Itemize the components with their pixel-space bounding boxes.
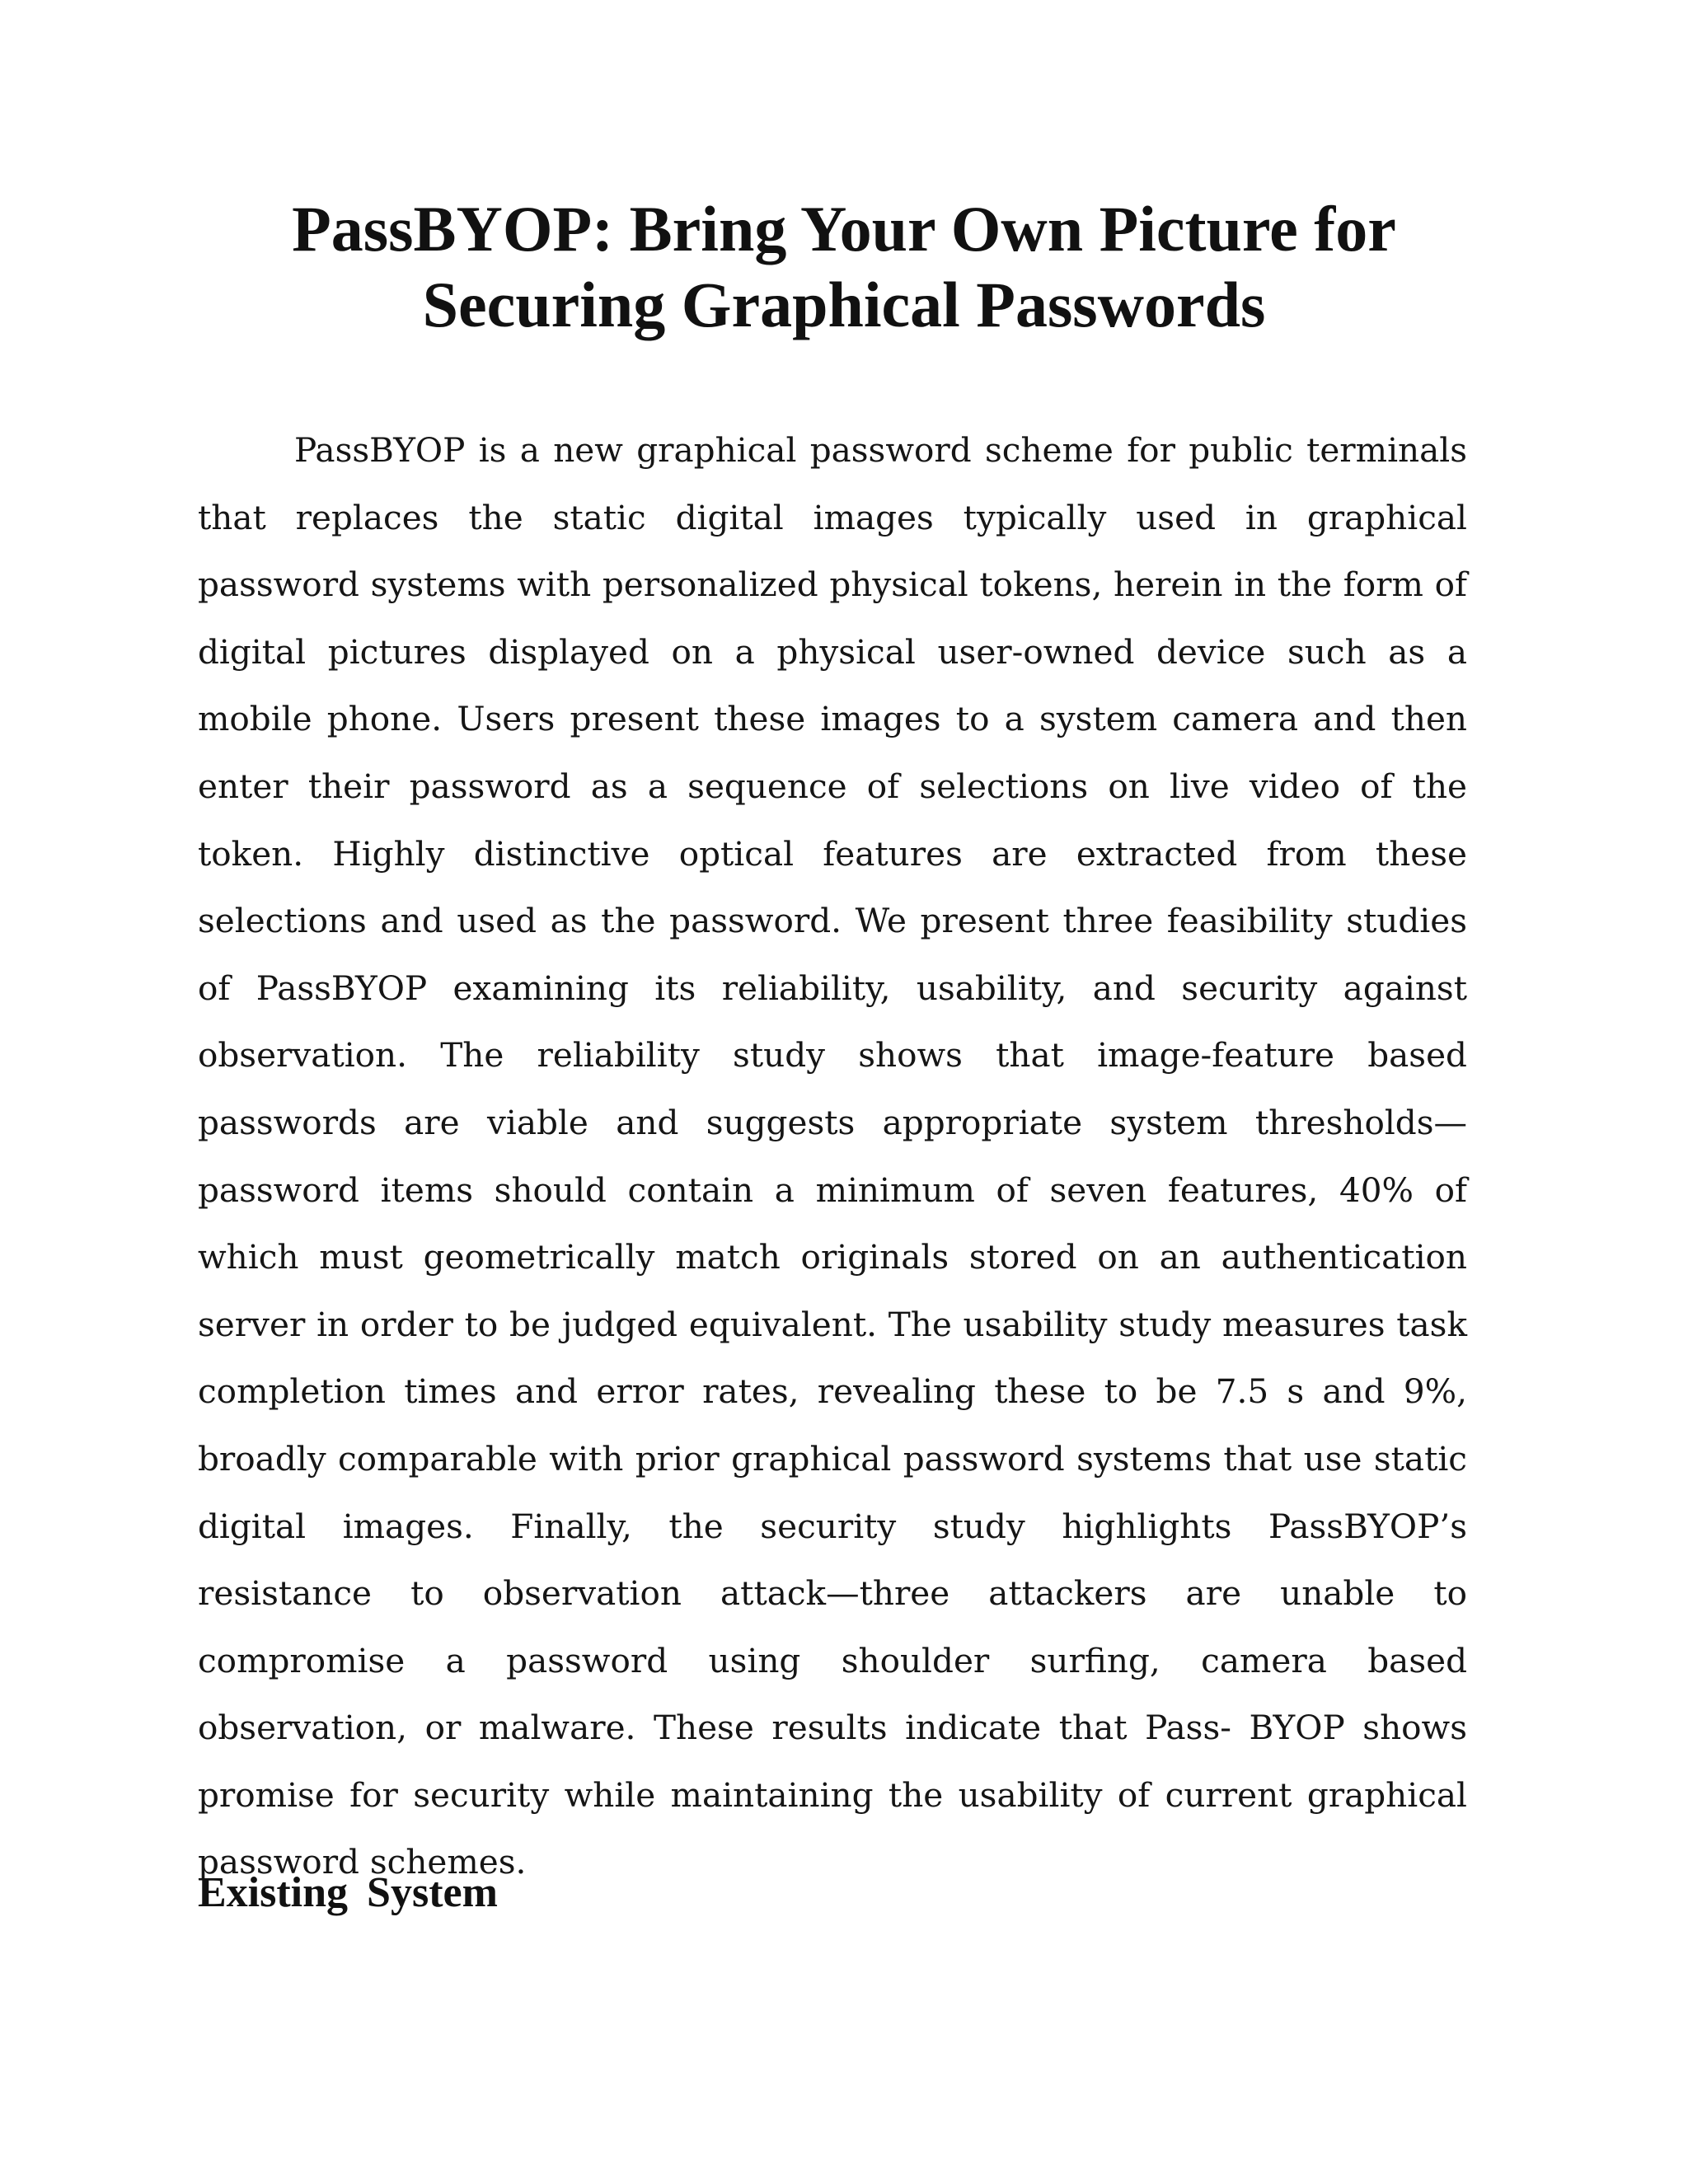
title-line-1: PassBYOP: Bring Your Own Picture for: [292, 193, 1396, 265]
title-line-2: Securing Graphical Passwords: [422, 269, 1266, 340]
abstract-paragraph: PassBYOP is a new graphical password scheme for public terminals that replaces the static digital images typically used in graphical password systems with personalized physical tokens, herein in the form of digital pictures displayed on a physical user-owned device such as a mobile phone. Users present these images to a system camera and then enter their password as a sequence of selections on live video of the token. Highly distinctive optical features are extracted from these selections and used as the password. We present three feasibility studies of PassBYOP examining its reliability, usability, and security against observation. The reliability study shows that image-feature based passwords are viable and suggests appropriate system thresholds—password items should contain a minimum of seven features, 40% of which must geometrically match originals stored on an authentication server in order to be judged equivalent. The usability study measures task completion times and error rates, revealing these to be 7.5 s and 9%, broadly comparable with prior graphical password systems that use static digital images. Finally, the security study highlights PassBYOP’s resistance to observation attack—three attackers are unable to compromise a password using shoulder surfing, camera based observation, or malware. These results indicate that Pass- BYOP shows promise for security while maintaining the usability of current graphical password schemes.: [198, 430, 1467, 1882]
section-heading-existing-system: Existing System: [198, 1869, 498, 1916]
document-title: [165, 191, 1523, 343]
